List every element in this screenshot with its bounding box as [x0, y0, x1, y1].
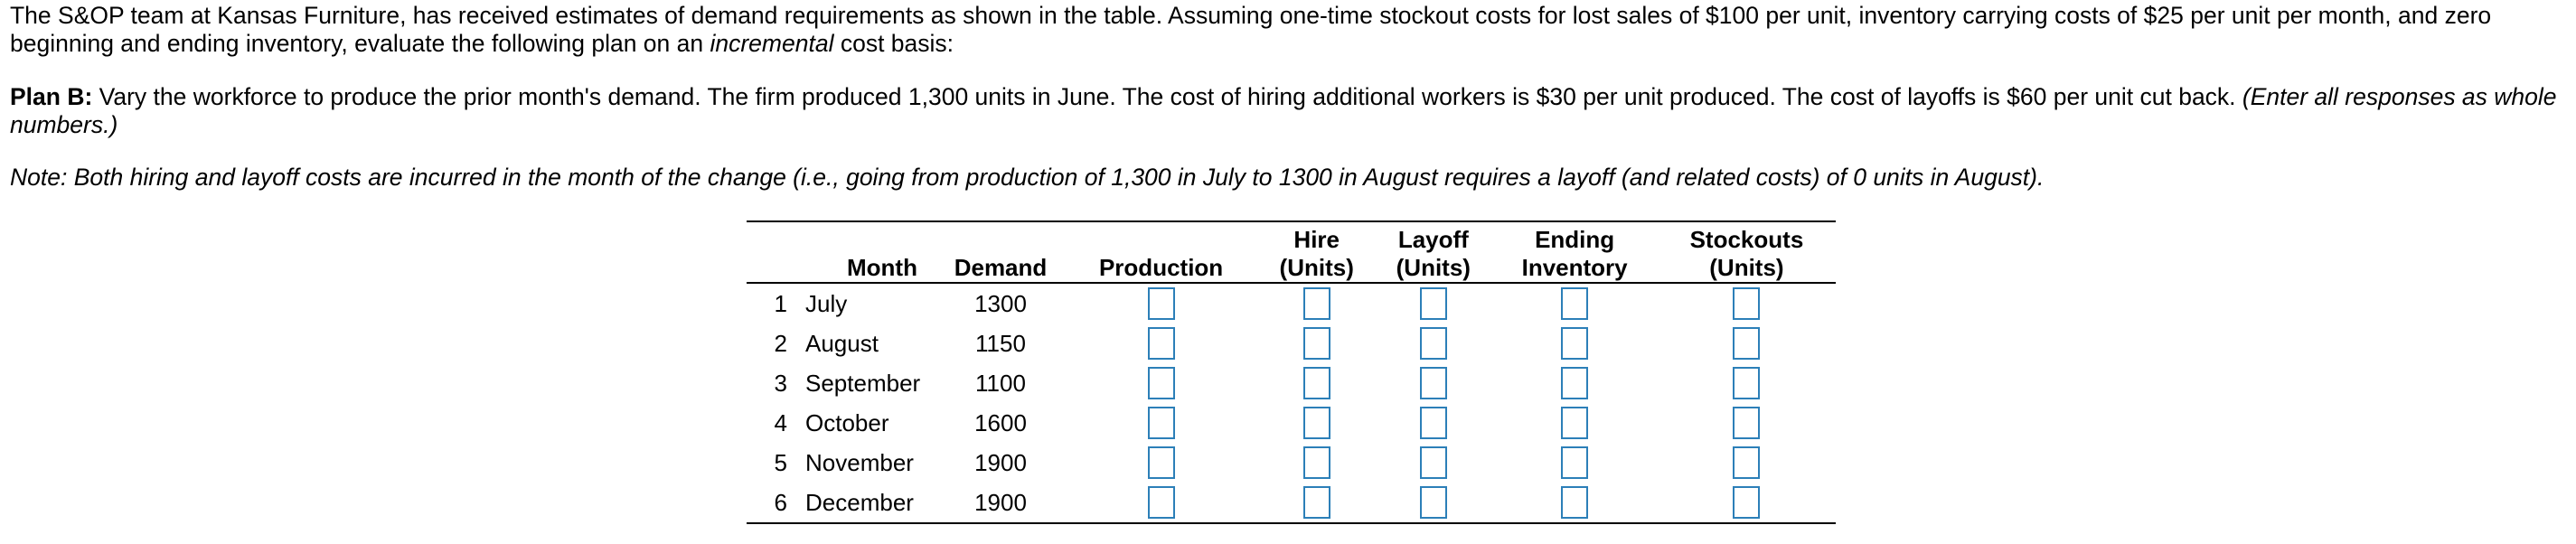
table-header-row: [747, 221, 1836, 283]
stockouts-input[interactable]: [1733, 327, 1760, 360]
layoff-input[interactable]: [1420, 367, 1447, 399]
hire-input[interactable]: [1303, 407, 1330, 439]
table-row: [747, 363, 1836, 403]
stockouts-input[interactable]: [1733, 287, 1760, 320]
layoff-input[interactable]: [1420, 407, 1447, 439]
hire-input[interactable]: [1303, 367, 1330, 399]
plan-text: Vary the workforce to produce the prior month's demand. The firm produced 1,300 units in June. The cost of hiring additional workers is $30 per unit produced. The cost of layoffs is $60 per unit cut back.: [92, 83, 2242, 110]
layoff-header: Layoff (Units): [1396, 226, 1471, 281]
intro-text-1: The S&OP team at Kansas Furniture, has received estimates of demand requirements as shown in the table. Assuming one-time stockout costs for lost sales of $100 per unit, inventory carrying costs of $25 per unit per month, and zero beginning and ending inventory, evaluate the following plan on an: [10, 2, 2492, 57]
ending-inventory-header: Ending Inventory: [1521, 226, 1628, 281]
row-month: October: [805, 409, 889, 436]
row-month: September: [805, 370, 921, 397]
layoff-input[interactable]: [1420, 446, 1447, 479]
table-row: [747, 324, 1836, 363]
stockouts-input[interactable]: [1733, 486, 1760, 519]
note-text: Note: Both hiring and layoff costs are incurred in the month of the change (i.e., going from production of 1,300 in July to 1300 in August requires a layoff (and related costs) of 0 units in August).: [10, 164, 2045, 191]
hire-input[interactable]: [1303, 486, 1330, 519]
production-input[interactable]: [1148, 327, 1175, 360]
hire-header: Hire (Units): [1279, 226, 1354, 281]
table-body: [747, 283, 1836, 523]
stockouts-input[interactable]: [1733, 367, 1760, 399]
ending-inventory-input[interactable]: [1561, 486, 1588, 519]
layoff-input[interactable]: [1420, 486, 1447, 519]
production-header: Production: [1098, 254, 1224, 281]
row-demand: 1600: [974, 409, 1027, 436]
row-index: 6: [774, 489, 787, 516]
plan-italic-note: (Enter all responses as whole numbers.): [10, 83, 2557, 138]
ending-inventory-input[interactable]: [1561, 327, 1588, 360]
row-demand: 1150: [975, 330, 1026, 357]
layoff-input[interactable]: [1420, 287, 1447, 320]
row-month: July: [805, 290, 848, 317]
plan-table: [747, 220, 1836, 524]
ending-inventory-input[interactable]: [1561, 407, 1588, 439]
stockouts-header: Stockouts (Units): [1689, 226, 1804, 281]
intro-italic: incremental: [710, 30, 834, 57]
row-index: 5: [774, 449, 787, 476]
hire-input[interactable]: [1303, 287, 1330, 320]
production-input[interactable]: [1148, 446, 1175, 479]
stockouts-input[interactable]: [1733, 407, 1760, 439]
ending-inventory-input[interactable]: [1561, 287, 1588, 320]
row-index: 4: [774, 409, 787, 436]
row-month: August: [805, 330, 879, 357]
hire-input[interactable]: [1303, 327, 1330, 360]
intro-text-2: cost basis:: [833, 30, 954, 57]
stockouts-input[interactable]: [1733, 446, 1760, 479]
production-input[interactable]: [1148, 367, 1175, 399]
table-row: [747, 283, 1836, 324]
row-demand: 1900: [974, 449, 1027, 476]
row-index: 1: [774, 290, 787, 317]
table-row: [747, 483, 1836, 523]
row-demand: 1900: [974, 489, 1027, 516]
ending-inventory-input[interactable]: [1561, 446, 1588, 479]
production-input[interactable]: [1148, 486, 1175, 519]
month-header: Month: [847, 254, 917, 281]
production-input[interactable]: [1148, 407, 1175, 439]
production-input[interactable]: [1148, 287, 1175, 320]
demand-header: Demand: [954, 254, 1048, 281]
ending-inventory-input[interactable]: [1561, 367, 1588, 399]
table-row: [747, 403, 1836, 443]
row-demand: 1300: [974, 290, 1027, 317]
layoff-input[interactable]: [1420, 327, 1447, 360]
problem-intro: [10, 2, 2563, 58]
row-month: December: [805, 489, 914, 516]
row-month: November: [805, 449, 914, 476]
row-index: 2: [774, 330, 787, 357]
hire-input[interactable]: [1303, 446, 1330, 479]
plan-label: Plan B:: [10, 83, 93, 110]
plan-description: [10, 83, 2563, 139]
row-index: 3: [774, 370, 787, 397]
table-row: [747, 443, 1836, 483]
row-demand: 1100: [975, 370, 1026, 397]
